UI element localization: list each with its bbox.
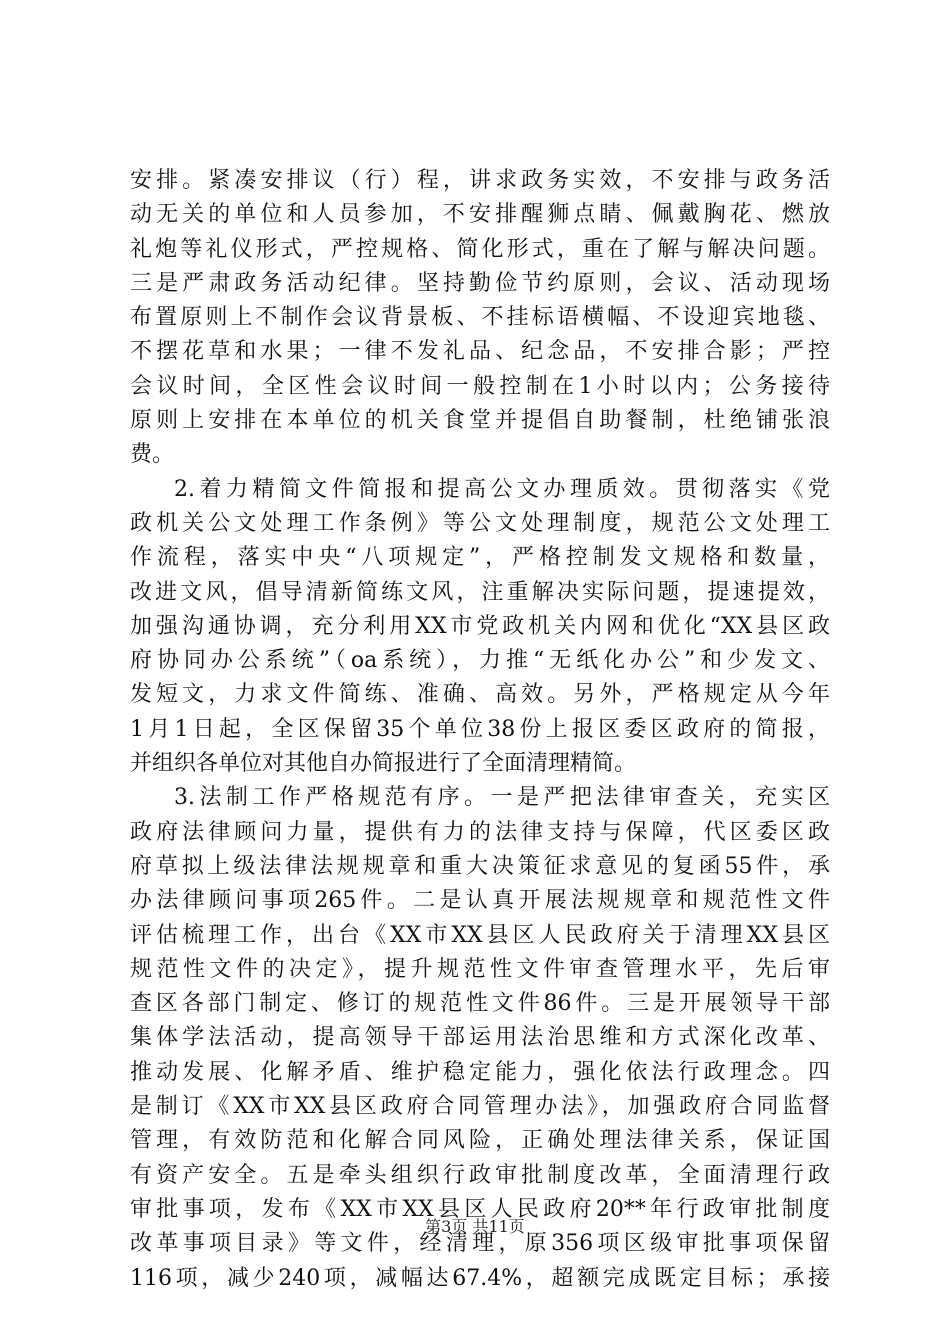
- text-line: 府草拟上级法律法规规章和重大决策征求意见的复函55件，承: [130, 853, 830, 879]
- text-line: 改进文风，倡导清新简练文风，注重解决实际问题，提速提效，: [130, 579, 830, 605]
- text-line: 不摆花草和水果；一律不发礼品、纪念品，不安排合影；严控: [130, 339, 830, 365]
- text-line: 审批事项，发布《XX市XX县区人民政府20**年行政审批制度: [130, 1196, 830, 1222]
- text-line: 布置原则上不制作会议背景板、不挂标语横幅、不设迎宾地毯、: [130, 305, 830, 331]
- text-line: 政府法律顾问力量，提供有力的法律支持与保障，代区委区政: [130, 819, 830, 845]
- text-line: 安排。紧凑安排议（行）程，讲求政务实效，不安排与政务活: [130, 168, 830, 193]
- text-line: 办法律顾问事项265件。二是认真开展法规规章和规范性文件: [130, 888, 830, 914]
- document-body: [130, 164, 830, 1296]
- text-line: 有资产安全。五是牵头组织行政审批制度改革，全面清理行政: [130, 1162, 830, 1188]
- text-line: 费。: [130, 442, 175, 468]
- paragraph-3-first-line: 3.法制工作严格规范有序。一是严把法律审查关，充实区: [174, 785, 830, 811]
- text-line: 三是严肃政务活动纪律。坚持勤俭节约原则，会议、活动现场: [130, 270, 830, 296]
- text-line: 集体学法活动，提高领导干部运用法治思维和方式深化改革、: [130, 1025, 830, 1051]
- text-line: 动无关的单位和人员参加，不安排醒狮点睛、佩戴胸花、燃放: [130, 202, 830, 228]
- text-line: 推动发展、化解矛盾、维护稳定能力，强化依法行政理念。四: [130, 1059, 830, 1085]
- text-line: 查区各部门制定、修订的规范性文件86件。三是开展领导干部: [130, 991, 830, 1017]
- text-line: 加强沟通协调，充分利用XX市党政机关内网和优化“XX县区政: [130, 613, 830, 639]
- paragraph-2-first-line: 2.着力精简文件简报和提高公文办理质效。贯彻落实《党: [174, 476, 830, 502]
- text-line: 发短文，力求文件简练、准确、高效。另外，严格规定从今年: [130, 682, 830, 708]
- text-line: 礼炮等礼仪形式，严控规格、简化形式，重在了解与解决问题。: [130, 236, 830, 262]
- text-line: 府协同办公系统”（oa系统），力推“无纸化办公”和少发文、: [130, 648, 830, 674]
- text-line: 管理，有效防范和化解合同风险，正确处理法律关系，保证国: [130, 1128, 830, 1154]
- text-line: 规范性文件的决定》，提升规范性文件审查管理水平，先后审: [130, 956, 830, 982]
- text-line: 作流程，落实中央“八项规定”，严格控制发文规格和数量，: [130, 545, 830, 571]
- text-line: 政机关公文处理工作条例》等公文处理制度，规范公文处理工: [130, 510, 830, 536]
- text-line: 改革事项目录》等文件，经清理，原356项区级审批事项保留: [130, 1231, 830, 1257]
- text-line: 是制订《XX市XX县区政府合同管理办法》，加强政府合同监督: [130, 1094, 830, 1120]
- text-line: 会议时间，全区性会议时间一般控制在1小时以内；公务接待: [130, 373, 830, 399]
- text-line: 1月1日起，全区保留35个单位38份上报区委区政府的简报，: [130, 716, 830, 742]
- text-line: 116项，减少240项，减幅达67.4%，超额完成既定目标；承接: [130, 1265, 830, 1291]
- text-line: 原则上安排在本单位的机关食堂并提倡自助餐制，杜绝铺张浪: [130, 408, 830, 434]
- text-line: 评估梳理工作，出台《XX市XX县区人民政府关于清理XX县区: [130, 922, 830, 948]
- text-line: 并组织各单位对其他自办简报进行了全面清理精简。: [130, 751, 637, 777]
- page-footer: 第3页 共11页: [425, 1217, 525, 1236]
